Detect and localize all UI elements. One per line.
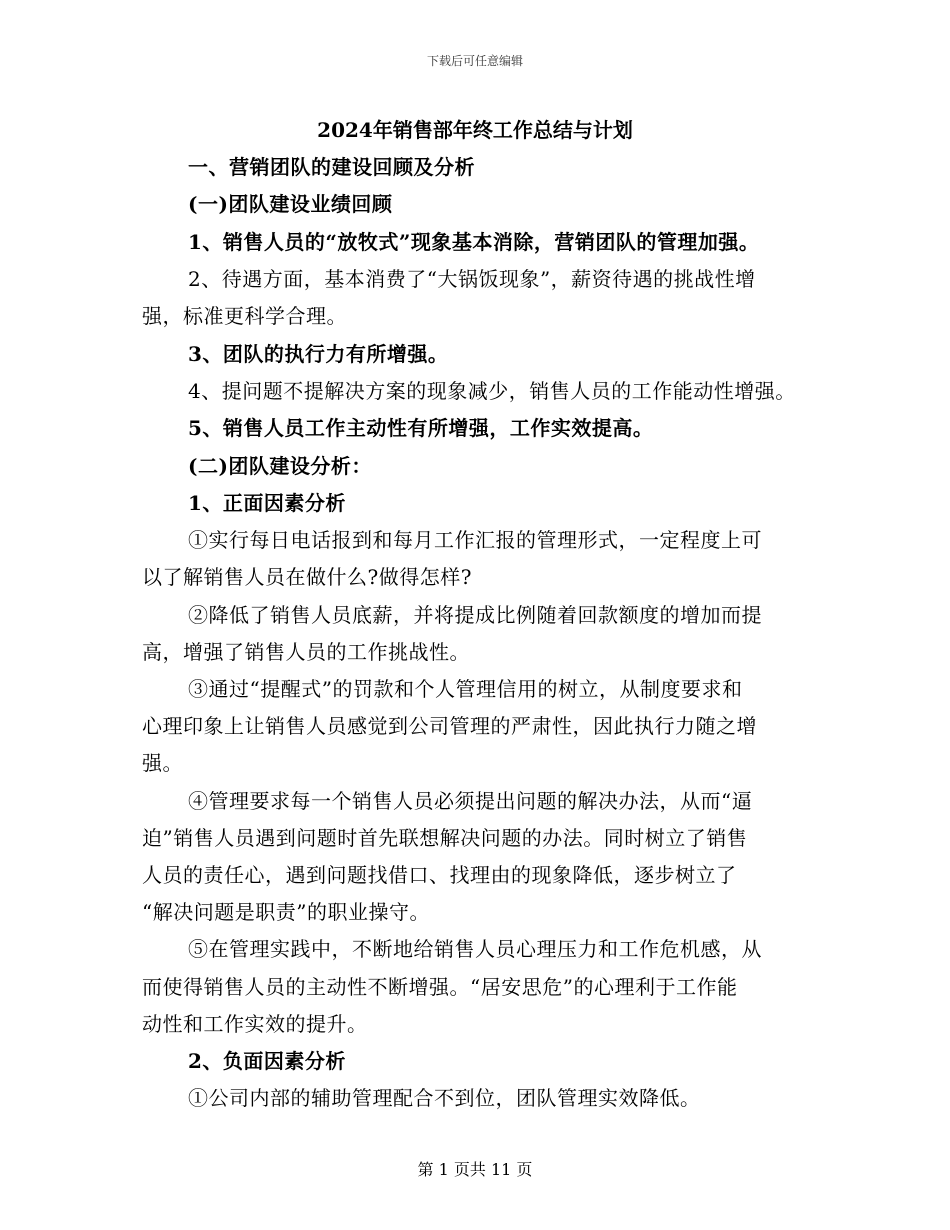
paragraph-line: ①公司内部的辅助管理配合不到位，团队管理实效降低。 [188,1086,701,1110]
page-number-footer: 第 1 页共 11 页 [417,1160,533,1179]
paragraph-line: “解决问题是职责”的职业操守。 [142,900,430,924]
paragraph-line: 1、销售人员的“放牧式”现象基本消除，营销团队的管理加强。 [188,230,760,254]
subsection-heading: 2、负面因素分析 [188,1049,346,1073]
document-title: 2024年销售部年终工作总结与计划 [317,118,633,142]
paragraph-line: 3、团队的执行力有所增强。 [188,342,449,366]
paragraph-line: ②降低了销售人员底薪，并将提成比例随着回款额度的增加而提 [188,603,762,627]
paragraph-line: 心理印象上让销售人员感觉到公司管理的严肃性，因此执行力随之增 [142,714,757,738]
paragraph-line: ⑤在管理实践中，不断地给销售人员心理压力和工作危机感，从 [188,937,762,961]
paragraph-line: 以了解销售人员在做什么?做得怎样? [142,565,472,589]
paragraph-line: 人员的责任心，遇到问题找借口、找理由的现象降低，逐步树立了 [142,863,737,887]
paragraph-line: 4、提问题不提解决方案的现象减少，销售人员的工作能动性增强。 [188,379,796,403]
subsection-heading: (二)团队建设分析： [188,454,372,478]
subsection-heading: 1、正面因素分析 [188,491,346,515]
subsection-heading: (一)团队建设业绩回顾 [188,192,393,216]
paragraph-line: 强，标准更科学合理。 [142,304,347,328]
paragraph-line: ③通过“提醒式”的罚款和个人管理信用的树立，从制度要求和 [188,677,743,701]
paragraph-line: 动性和工作实效的提升。 [142,1012,368,1036]
page-header: 下载后可任意编辑 [426,54,523,68]
paragraph-line: 2、待遇方面，基本消费了“大锅饭现象”，薪资待遇的挑战性增 [188,267,756,291]
paragraph-line: 5、销售人员工作主动性有所增强，工作实效提高。 [188,416,654,440]
paragraph-line: 高，增强了销售人员的工作挑战性。 [142,640,470,664]
paragraph-line: 而使得销售人员的主动性不断增强。“居安思危”的心理利于工作能 [142,975,738,999]
section-heading: 一、营销团队的建设回顾及分析 [188,155,475,179]
paragraph-line: ④管理要求每一个销售人员必须提出问题的解决办法，从而“逼 [188,789,753,813]
paragraph-line: 迫”销售人员遇到问题时首先联想解决问题的办法。同时树立了销售 [142,826,748,850]
paragraph-line: 强。 [142,751,183,775]
paragraph-line: ①实行每日电话报到和每月工作汇报的管理形式，一定程度上可 [188,528,762,552]
